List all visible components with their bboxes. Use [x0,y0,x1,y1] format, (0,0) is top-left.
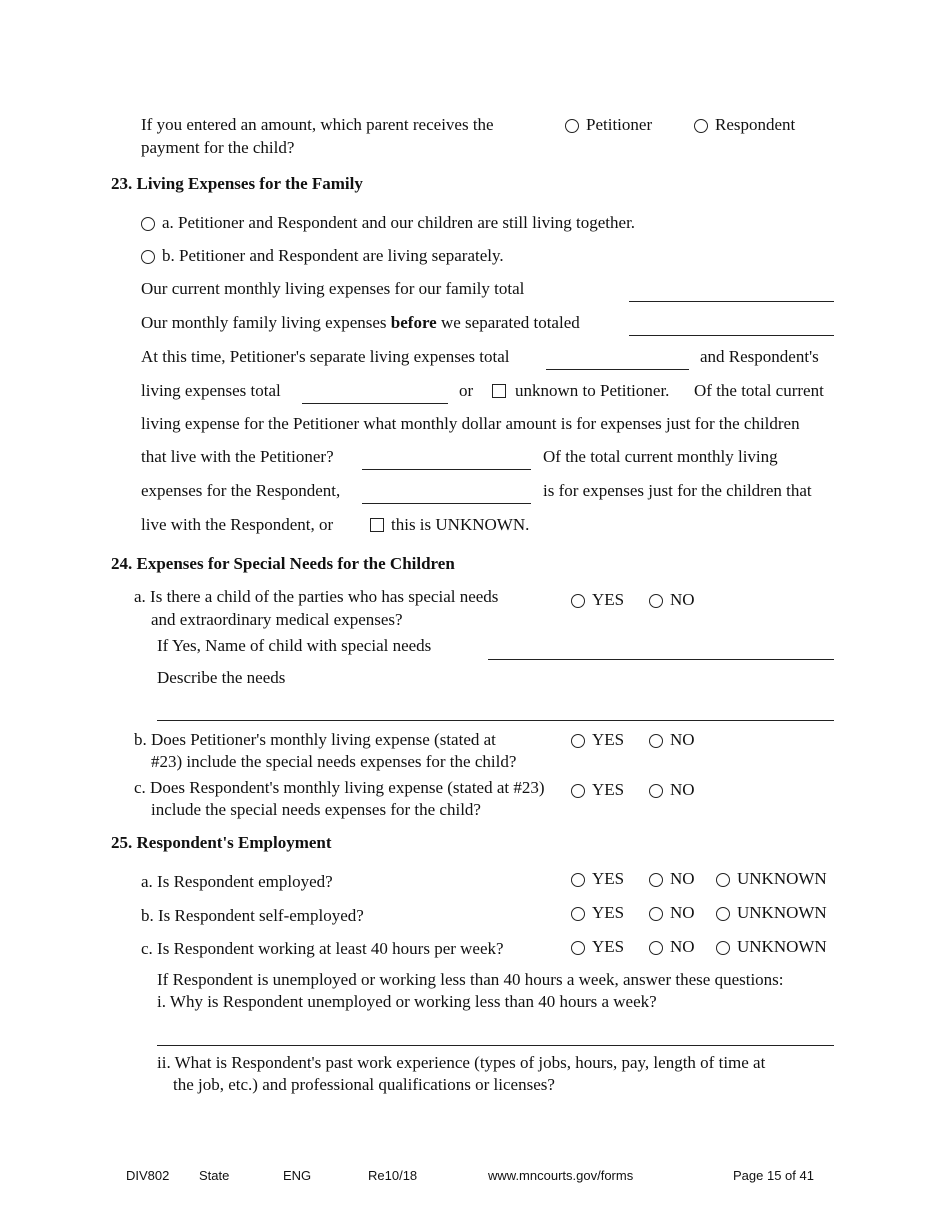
self-employed-unknown-radio[interactable] [716,907,730,921]
before-separation-label: Our monthly family living expenses before we separated totaled [141,313,580,332]
and-respondent-label: and Respondent's [700,347,819,366]
special-needs-question: a. Is there a child of the parties who has special needs [134,587,499,606]
payment-question-text: If you entered an amount, which parent receives the [141,115,494,134]
footer-revision: Re10/18 [368,1168,418,1183]
work-experience-question: the job, etc.) and professional qualifications or licenses? [173,1075,555,1094]
unknown-to-petitioner-checkbox[interactable] [492,384,506,398]
yes-label: YES [592,937,625,956]
yes-label: YES [592,590,625,609]
respondent-special-needs-no-radio[interactable] [649,784,663,798]
full-time-yes-radio[interactable] [571,941,585,955]
before-separation-field[interactable] [629,335,834,336]
unknown-label: this is UNKNOWN. [391,515,530,534]
work-experience-question: ii. What is Respondent's past work experience (types of jobs, hours, pay, length of time at [157,1053,766,1072]
respondent-children-expense-field[interactable] [362,503,531,504]
employed-yes-radio[interactable] [571,873,585,887]
living-separately-radio[interactable] [141,250,155,264]
yes-label: YES [592,780,625,799]
special-needs-yes-radio[interactable] [571,594,585,608]
petitioner-children-expense-field[interactable] [362,469,531,470]
of-total-current-label: Of the total current [694,381,824,400]
why-unemployed-question: i. Why is Respondent unemployed or working less than 40 hours a week? [157,992,657,1011]
petitioner-separate-field[interactable] [546,369,689,370]
child-name-label: If Yes, Name of child with special needs [157,636,432,655]
unemployed-instructions: If Respondent is unemployed or working less than 40 hours a week, answer these questions: [157,970,784,989]
unknown-label: UNKNOWN [737,937,827,956]
employed-question: a. Is Respondent employed? [141,872,333,891]
why-unemployed-field[interactable] [157,1045,834,1046]
respondent-special-needs-yes-radio[interactable] [571,784,585,798]
payment-question-text: payment for the child? [141,138,295,157]
employed-no-radio[interactable] [649,873,663,887]
no-label: NO [670,780,695,799]
live-with-respondent-label: live with the Respondent, or [141,515,334,534]
footer-page-number: Page 15 of 41 [733,1168,814,1183]
unknown-label: UNKNOWN [737,869,827,888]
self-employed-question: b. Is Respondent self-employed? [141,906,364,925]
self-employed-no-radio[interactable] [649,907,663,921]
children-expense-text: living expense for the Petitioner what monthly dollar amount is for expenses just for the children [141,414,800,433]
just-children-label: is for expenses just for the children that [543,481,812,500]
unknown-label: UNKNOWN [737,903,827,922]
full-time-unknown-radio[interactable] [716,941,730,955]
yes-label: YES [592,869,625,888]
respondent-special-needs-question: include the special needs expenses for the child? [151,800,481,819]
no-label: NO [670,903,695,922]
full-time-no-radio[interactable] [649,941,663,955]
petitioner-special-needs-question: b. Does Petitioner's monthly living expense (stated at [134,730,496,749]
no-label: NO [670,937,695,956]
petitioner-special-needs-yes-radio[interactable] [571,734,585,748]
respondent-special-needs-question: c. Does Respondent's monthly living expense (stated at #23) [134,778,545,797]
section-25-heading: 25. Respondent's Employment [111,833,332,852]
petitioner-special-needs-question: #23) include the special needs expenses for the child? [151,752,517,771]
of-total-monthly-label: Of the total current monthly living [543,447,778,466]
petitioner-label: Petitioner [586,115,653,134]
child-name-field[interactable] [488,659,834,660]
current-total-field[interactable] [629,301,834,302]
footer-form-id: DIV802 [126,1168,170,1183]
special-needs-no-radio[interactable] [649,594,663,608]
expenses-respondent-label: expenses for the Respondent, [141,481,341,500]
footer-state: State [199,1168,230,1183]
describe-needs-label: Describe the needs [157,668,286,687]
unknown-checkbox[interactable] [370,518,384,532]
employed-unknown-radio[interactable] [716,873,730,887]
yes-label: YES [592,730,625,749]
live-with-petitioner-label: that live with the Petitioner? [141,447,334,466]
no-label: NO [670,869,695,888]
petitioner-special-needs-no-radio[interactable] [649,734,663,748]
respondent-label: Respondent [715,115,796,134]
unknown-to-petitioner-label: unknown to Petitioner. [515,381,670,400]
yes-label: YES [592,903,625,922]
or-label: or [459,381,474,400]
current-total-label: Our current monthly living expenses for our family total [141,279,525,298]
no-label: NO [670,590,695,609]
living-together-label: a. Petitioner and Respondent and our children are still living together. [162,213,636,232]
full-time-question: c. Is Respondent working at least 40 hours per week? [141,939,504,958]
no-label: NO [670,730,695,749]
respondent-living-total-field[interactable] [302,403,448,404]
special-needs-question: and extraordinary medical expenses? [151,610,403,629]
petitioner-separate-label: At this time, Petitioner's separate living expenses total [141,347,510,366]
living-separately-label: b. Petitioner and Respondent are living separately. [162,246,504,265]
section-24-heading: 24. Expenses for Special Needs for the Children [111,554,455,573]
footer-url: www.mncourts.gov/forms [488,1168,634,1183]
respondent-radio[interactable] [694,119,708,133]
describe-needs-field[interactable] [157,720,834,721]
section-23-heading: 23. Living Expenses for the Family [111,174,363,193]
living-together-radio[interactable] [141,217,155,231]
petitioner-radio[interactable] [565,119,579,133]
footer-language: ENG [283,1168,312,1183]
self-employed-yes-radio[interactable] [571,907,585,921]
respondent-living-total-label: living expenses total [141,381,281,400]
